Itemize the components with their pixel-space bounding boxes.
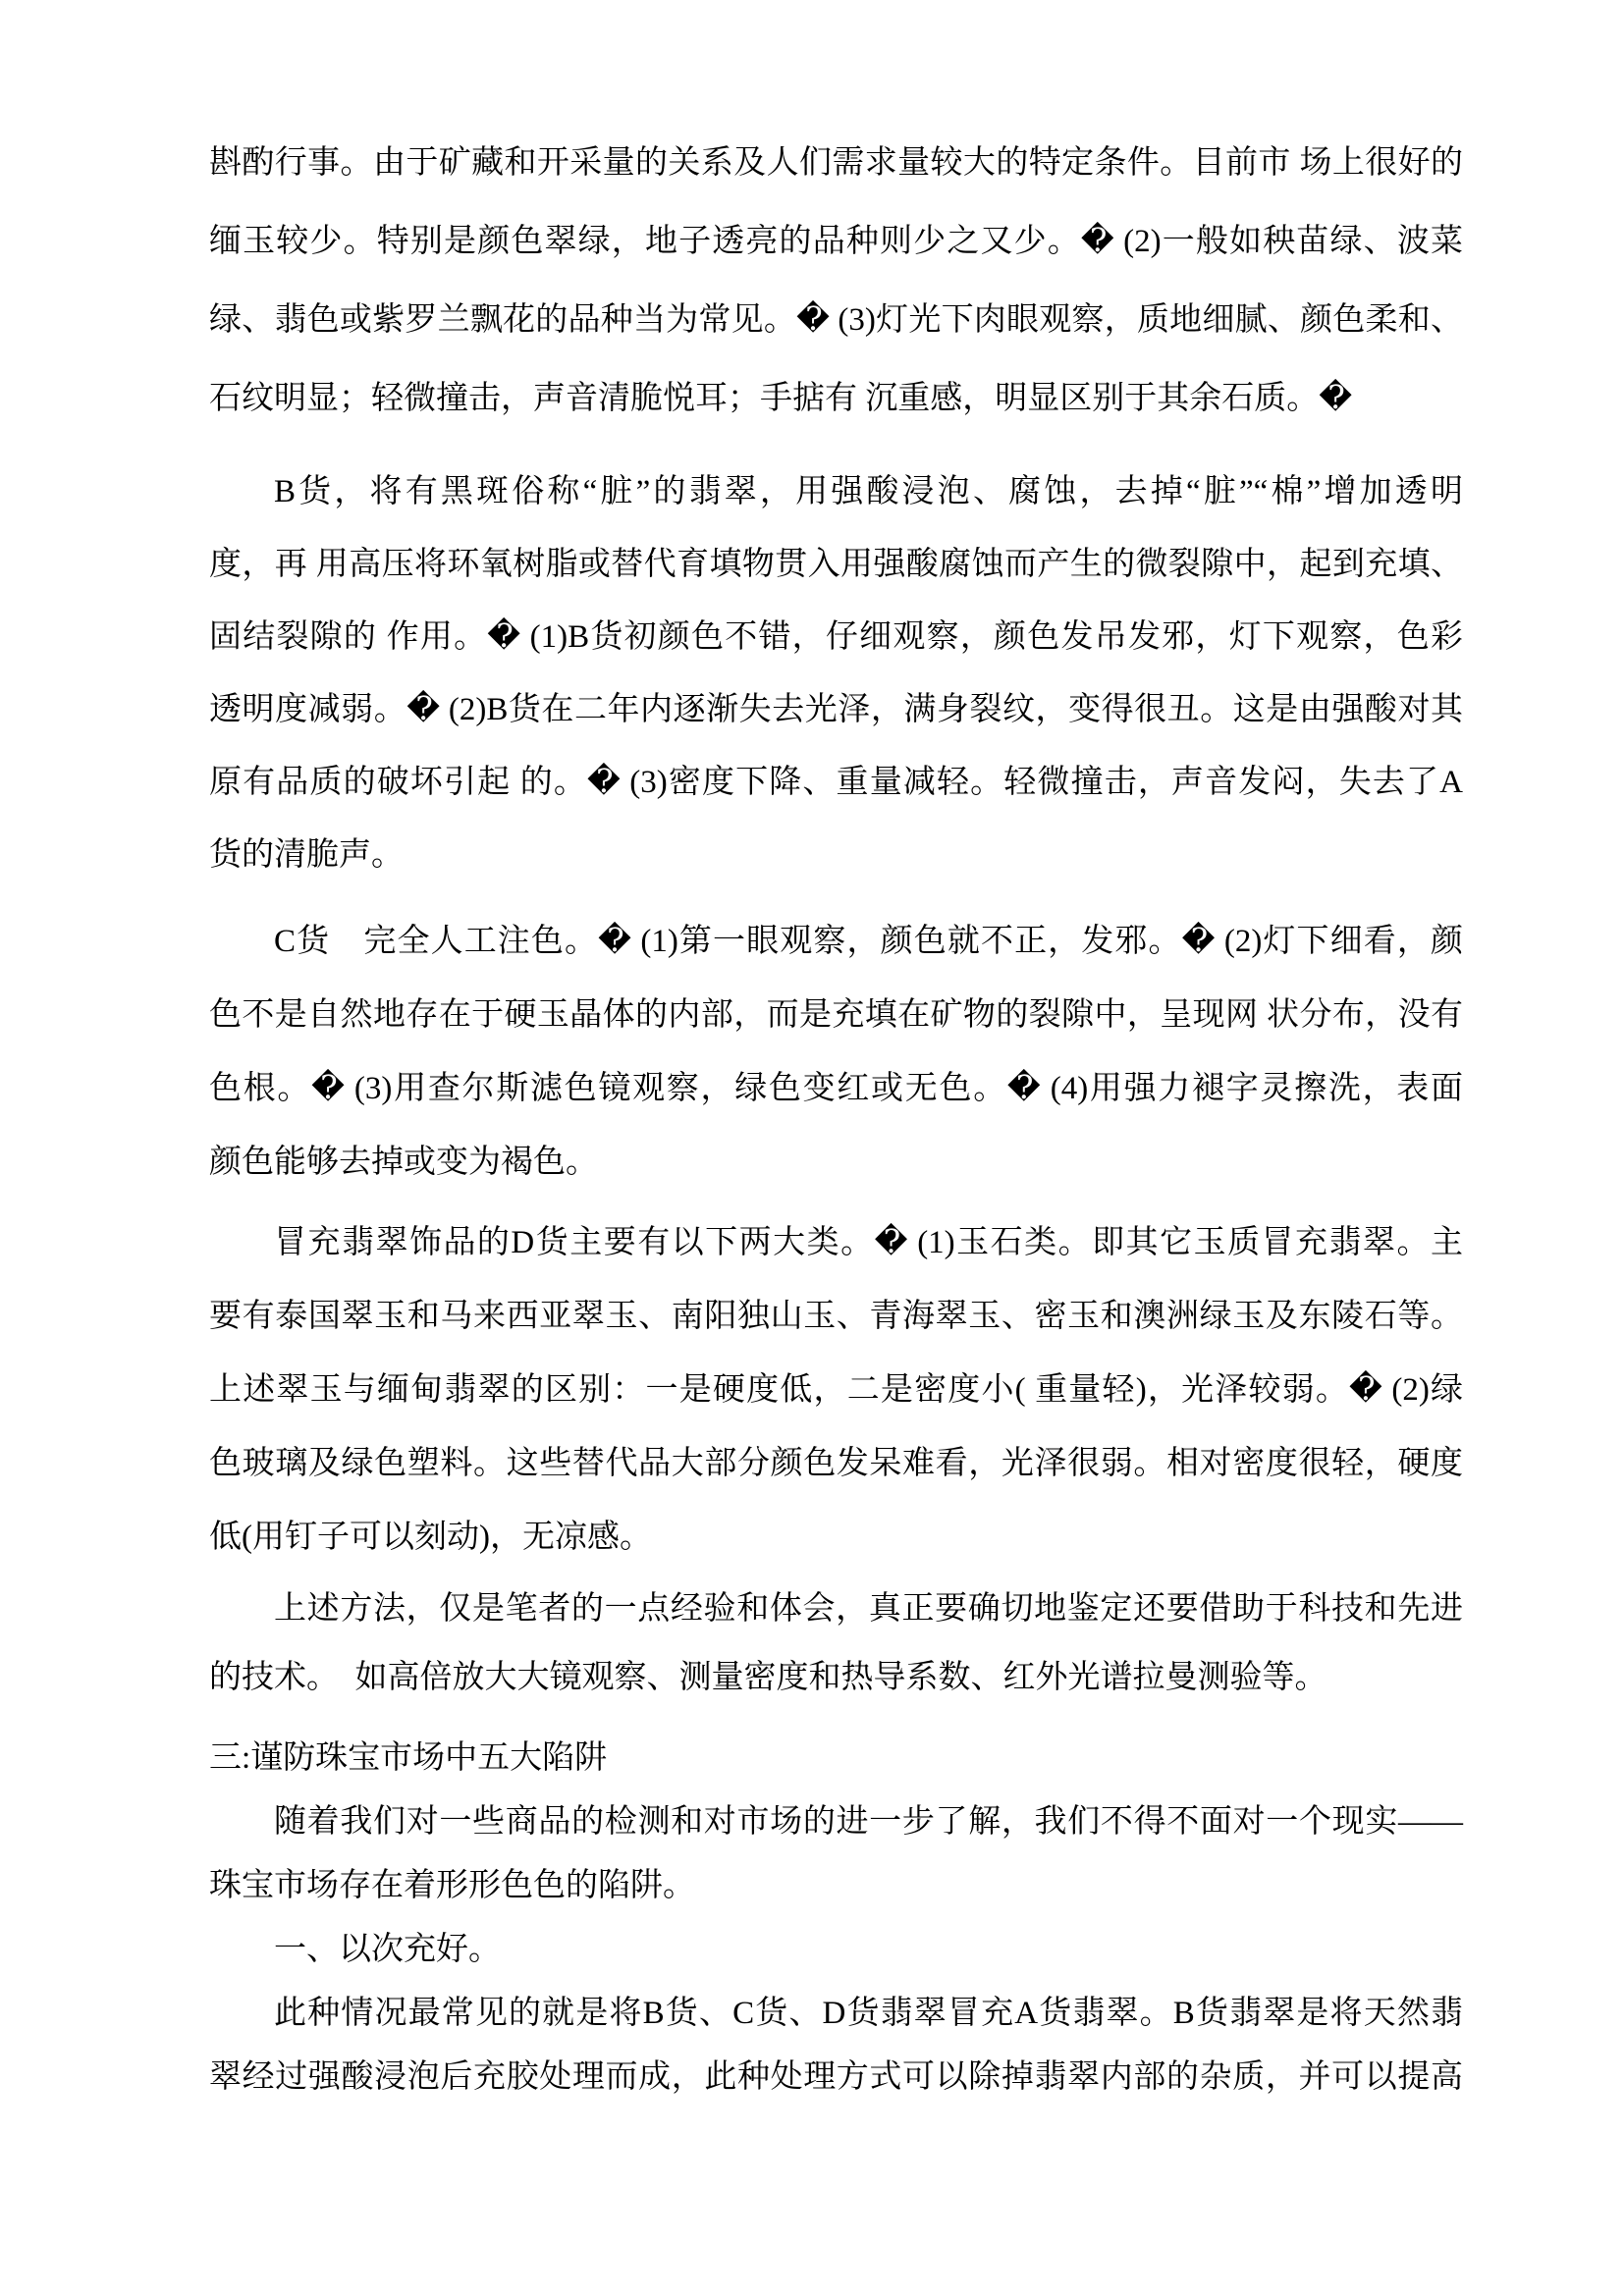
- document-content: [209, 0, 1463, 2109]
- text-line: 石纹明显；轻微撞击，声音清脆悦耳；手掂有 沉重感，明显区别于其余石质。�: [209, 381, 1353, 416]
- text-line: 色不是自然地存在于硬玉晶体的内部，而是充填在矿物的裂隙中，呈现网 状分布，没有: [209, 997, 1463, 1033]
- text-line: B货，将有黑斑俗称“脏”的翡翠，用强酸浸泡、腐蚀，去掉“脏”“棉”增加透明: [274, 474, 1463, 509]
- text-line: 缅玉较少。特别是颜色翠绿，地子透亮的品种则少之又少。� (2)一般如秧苗绿、波菜: [209, 224, 1463, 259]
- text-paragraph: [209, 905, 1463, 1200]
- text-line: 上述方法，仅是笔者的一点经验和体会，真正要确切地鉴定还要借助于科技和先进: [274, 1591, 1463, 1627]
- text-line: 透明度减弱。� (2)B货在二年内逐渐失去光泽，满身裂纹，变得很丑。这是由强酸对其: [209, 692, 1463, 727]
- text-line: 翠经过强酸浸泡后充胶处理而成，此种处理方式可以除掉翡翠内部的杂质，并可以提高: [209, 2059, 1463, 2095]
- text-line: 要有泰国翠玉和马来西亚翠玉、南阳独山玉、青海翠玉、密玉和澳洲绿玉及东陵石等。: [209, 1299, 1463, 1334]
- text-line: 货的清脆声。: [209, 837, 404, 873]
- text-line: 上述翠玉与缅甸翡翠的区别：一是硬度低，二是密度小( 重量轻)，光泽较弱。� (2)绿: [209, 1372, 1463, 1408]
- text-line: 低(用钉子可以刻动)，无凉感。: [209, 1520, 652, 1555]
- text-line: 的技术。 如高倍放大大镜观察、测量密度和热导系数、红外光谱拉曼测验等。: [209, 1660, 1327, 1695]
- text-line: 颜色能够去掉或变为褐色。: [209, 1145, 598, 1180]
- text-paragraph: [209, 1982, 1463, 2109]
- text-line: 一、以次充好。: [274, 1932, 501, 1967]
- text-paragraph: [209, 1206, 1463, 1575]
- text-line: 固结裂隙的 作用。� (1)B货初颜色不错，仔细观察，颜色发吊发邪，灯下观察，色彩: [209, 619, 1463, 655]
- text-line: 色根。� (3)用查尔斯滤色镜观察，绿色变红或无色。� (4)用强力褪字灵擦洗，表面: [209, 1071, 1463, 1106]
- text-line: 随着我们对一些商品的检测和对市场的进一步了解，我们不得不面对一个现实——: [274, 1804, 1463, 1840]
- text-line: 此种情况最常见的就是将B货、C货、D货翡翠冒充A货翡翠。B货翡翠是将天然翡: [274, 1996, 1463, 2031]
- text-paragraph: [209, 1790, 1463, 1918]
- text-line: 斟酌行事。由于矿藏和开采量的关系及人们需求量较大的特定条件。目前市 场上很好的: [209, 145, 1463, 181]
- list-item-heading: [209, 1918, 1463, 1982]
- text-line: 珠宝市场存在着形形色色的陷阱。: [209, 1868, 695, 1903]
- text-line: 色玻璃及绿色塑料。这些替代品大部分颜色发呆难看，光泽很弱。相对密度很轻，硬度: [209, 1446, 1463, 1481]
- text-line: 冒充翡翠饰品的D货主要有以下两大类。� (1)玉石类。即其它玉质冒充翡翠。主: [274, 1225, 1463, 1260]
- text-paragraph: [209, 124, 1463, 438]
- text-paragraph: [209, 1575, 1463, 1712]
- text-line: C货 完全人工注色。� (1)第一眼观察，颜色就不正，发邪。� (2)灯下细看，颜: [274, 924, 1463, 959]
- text-line: 绿、翡色或紫罗兰飘花的品种当为常见。� (3)灯光下肉眼观察，质地细腻、颜色柔和、: [209, 302, 1463, 338]
- section-heading: [209, 1727, 1463, 1790]
- text-line: 三:谨防珠宝市场中五大陷阱: [209, 1740, 608, 1776]
- text-line: 度，再 用高压将环氧树脂或替代育填物贯入用强酸腐蚀而产生的微裂隙中，起到充填、: [209, 547, 1463, 582]
- text-line: 原有品质的破坏引起 的。� (3)密度下降、重量减轻。轻微撞击，声音发闷，失去了A: [209, 765, 1463, 800]
- text-paragraph: [209, 455, 1463, 891]
